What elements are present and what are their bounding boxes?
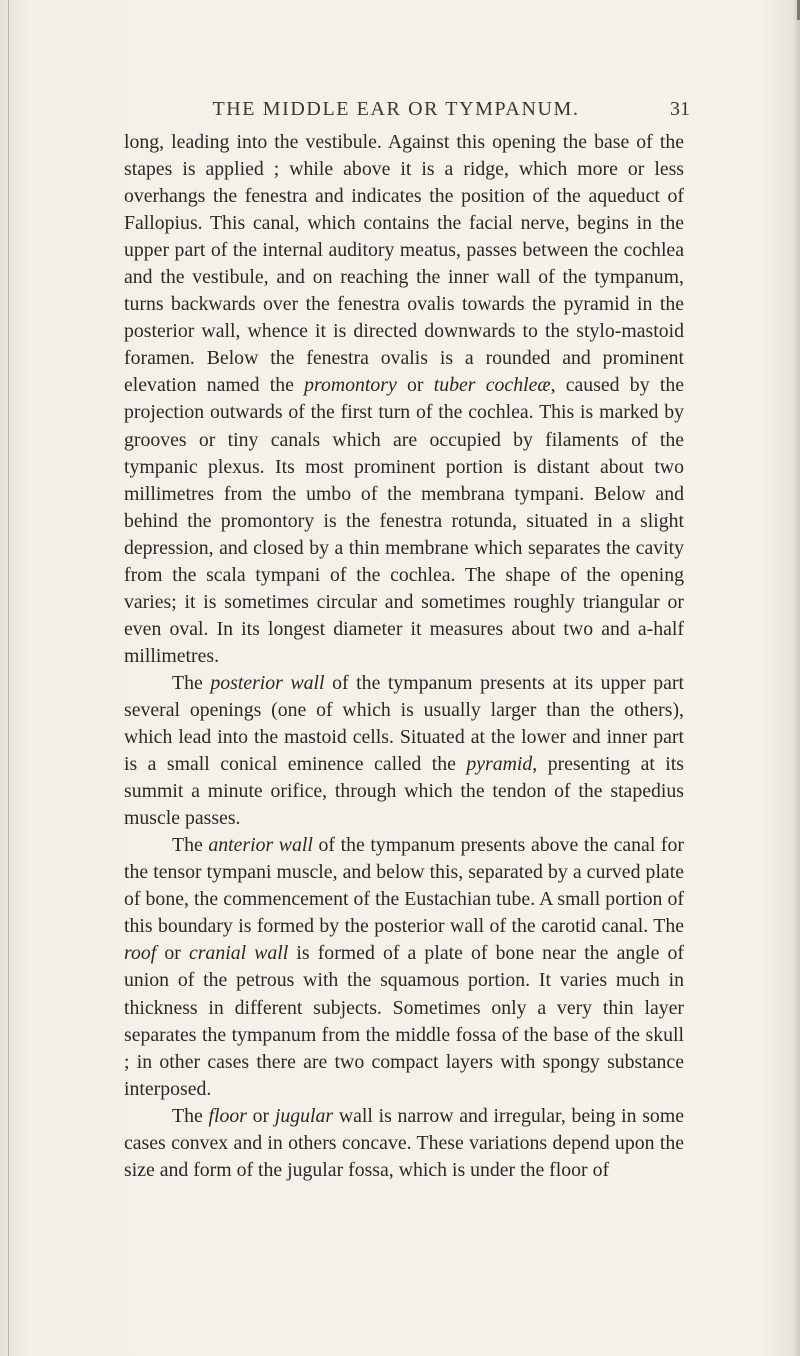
emphasis-cranial-wall: cranial wall: [188, 942, 289, 965]
paragraph-continuation: long, leading into the vestibule. Against this opening the base of the stapes is applied ; while above it is a ridge, which more or less overhangs the fenestra and indicates the position of the aqueduct of Fallopius. This canal, which contains the facial nerve, begins in the upper part of the internal auditory meatus, passes between the cochlea and the vestibule, and on reaching the inner wall of the tympanum, turns backwards over the fenestra ovalis towards the pyramid in the posterior wall, whence it is directed downwards to the stylo-mastoid foramen. Below the fenestra ovalis is a rounded and prominent elevation named the promontory or tuber cochleæ, caused by the projection outwards of the first turn of the cochlea. This is marked by grooves or tiny canals which are occupied by filaments of the tympanic plexus. Its most prominent portion is distant about two millimetres from the umbo of the membrana tympani. Below and behind the promontory is the fenestra rotunda, situated in a slight depression, and closed by a thin membrane which separates the cavity from the scala tympani of the cochlea. The shape of the opening varies; it is sometimes circular and sometimes roughly triangular or even oval. In its longest diameter it measures about two and a-half millimetres.: [124, 131, 684, 667]
paragraph-anterior-wall: The anterior wall of the tympanum presents above the canal for the tensor tympani muscle, and below this, separated by a curved plate of bone, the commencement of the Eustachian tube. A small portion of this boundary is formed by the posterior wall of the carotid canal. The roof or cranial wall is formed of a plate of bone near the angle of union of the petrous with the squamous portion. It varies much in thickness in different subjects. Sometimes only a very thin layer separates the tympanum from the middle fossa of the base of the skull ; in other cases there are two compact layers with spongy substance interposed.: [124, 834, 684, 1100]
page-edge: [792, 0, 800, 1356]
emphasis-posterior-wall: posterior wall: [210, 671, 325, 694]
emphasis-jugular: jugular: [274, 1104, 334, 1127]
emphasis-tuber-cochleae: tuber cochleæ: [433, 374, 551, 397]
emphasis-pyramid: pyramid: [466, 753, 533, 776]
page-number: 31: [670, 98, 690, 120]
emphasis-anterior-wall: anterior wall: [208, 834, 313, 857]
paragraph-posterior-wall: The posterior wall of the tympanum presents at its upper part several openings (one of which is usually larger than the others), which lead into the mastoid cells. Situated at the lower and inner part is a small conical eminence called the pyramid, presenting at its summit a minute orifice, through which the tendon of the stapedius muscle passes.: [124, 671, 685, 830]
running-title: THE MIDDLE EAR OR TYMPANUM.: [212, 98, 580, 120]
running-header: [126, 98, 696, 124]
emphasis-roof: roof: [124, 942, 157, 965]
paragraph-floor: The floor or jugular wall is narrow and irregular, being in some cases convex and in others concave. These variations depend upon the size and form of the jugular fossa, which is under the floor of: [124, 1104, 684, 1181]
emphasis-promontory: promontory: [304, 374, 397, 397]
gutter-line: [8, 0, 9, 1356]
body-text: [124, 129, 684, 1184]
emphasis-floor: floor: [208, 1104, 247, 1127]
